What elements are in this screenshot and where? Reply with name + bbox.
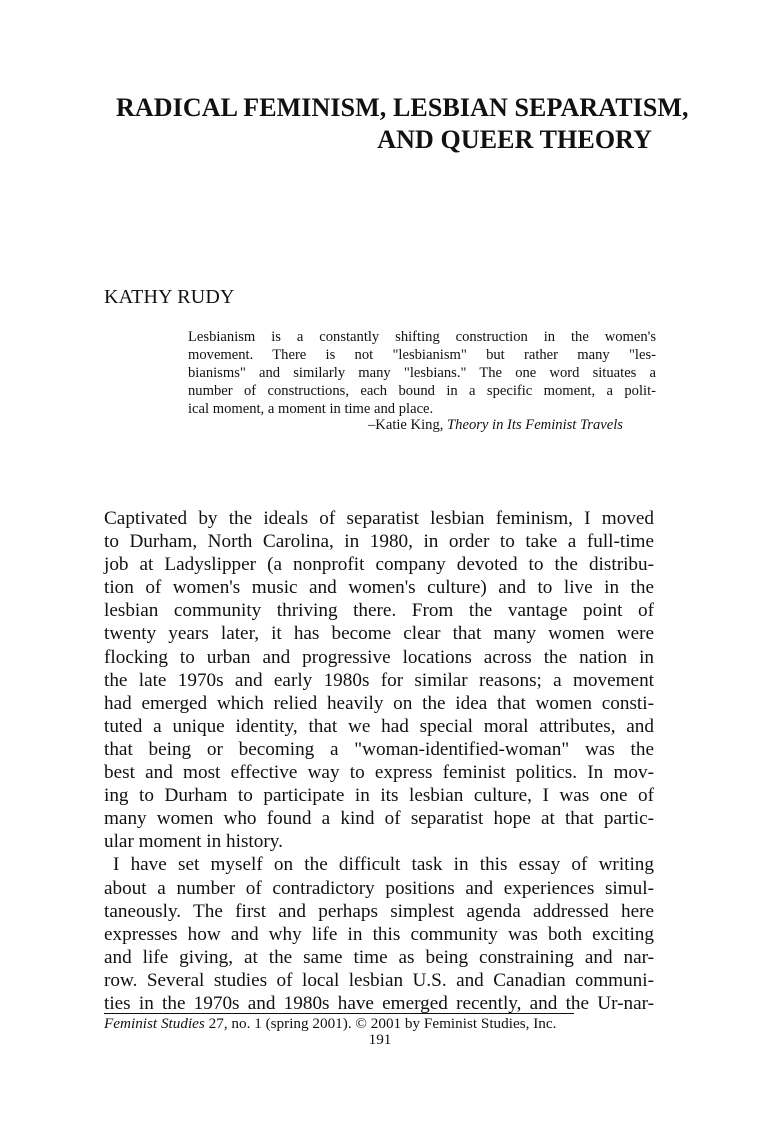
body-line: expresses how and why life in this community was both exciting (104, 923, 654, 945)
attribution-work: Theory in Its Feminist Travels (447, 417, 623, 433)
epigraph-line: movement. There is not "lesbianism" but rather many "les- (188, 347, 656, 363)
body-line: the late 1970s and early 1980s for similar reasons; a movement (104, 669, 654, 691)
body-line: I have set myself on the difficult task in this essay of writing (113, 854, 654, 876)
body-line: tion of women's music and women's culture) and to live in the (104, 577, 654, 599)
body-line: ular moment in history. (104, 831, 283, 853)
body-line: row. Several studies of local lesbian U.S. and Canadian communi- (104, 969, 654, 991)
epigraph (188, 328, 656, 418)
body-line: about a number of contradictory positions and experiences simul- (104, 877, 654, 899)
epigraph-line: Lesbianism is a constantly shifting construction in the women's (188, 329, 656, 345)
body-line: Captivated by the ideals of separatist lesbian feminism, I moved (104, 508, 654, 529)
body-line: twenty years later, it has become clear that many women were (104, 623, 654, 645)
body-line: flocking to urban and progressive locations across the nation in (104, 646, 654, 668)
attribution-author: –Katie King, (368, 417, 448, 433)
body-line: ing to Durham to participate in its lesbian culture, I was one of (104, 785, 654, 807)
body-line: job at Ladyslipper (a nonprofit company devoted to the distribu- (104, 554, 654, 576)
article-title (116, 92, 689, 156)
body-line: best and most effective way to express feminist politics. In mov- (104, 762, 654, 784)
body-line: taneously. The first and perhaps simplest agenda addressed here (104, 900, 654, 922)
footnote-divider (104, 1013, 574, 1014)
paragraph-1 (104, 507, 654, 853)
title-line-2: AND QUEER THEORY (377, 125, 652, 154)
body-line: lesbian community thriving there. From the vantage point of (104, 600, 654, 622)
epigraph-line: number of constructions, each bound in a specific moment, a polit- (188, 383, 656, 399)
author-name: KATHY RUDY (104, 286, 235, 308)
body-line: that being or becoming a "woman-identified-woman" was the (104, 738, 654, 760)
epigraph-line: bianisms" and similarly many "lesbians." The one word situates a (188, 365, 656, 381)
title-line-1: RADICAL FEMINISM, LESBIAN SEPARATISM, (116, 93, 689, 122)
body-line: to Durham, North Carolina, in 1980, in order to take a full-time (104, 531, 654, 553)
paragraph-2 (104, 853, 654, 1015)
body-line: many women who found a kind of separatist hope at that partic- (104, 808, 654, 830)
body-line: and life giving, at the same time as being constraining and nar- (104, 946, 654, 968)
epigraph-attribution (368, 417, 623, 434)
body-line: had emerged which relied heavily on the idea that women consti- (104, 692, 654, 714)
body-line: ties in the 1970s and 1980s have emerged recently, and the Ur-nar- (104, 992, 654, 1014)
body-line: tuted a unique identity, that we had special moral attributes, and (104, 715, 654, 737)
epigraph-line: ical moment, a moment in time and place. (188, 401, 434, 417)
journal-name: Feminist Studies (104, 1015, 205, 1032)
body-text (104, 507, 654, 1015)
citation-details: 27, no. 1 (spring 2001). © 2001 by Feminist Studies, Inc. (204, 1015, 557, 1032)
page-number: 191 (368, 1031, 392, 1048)
